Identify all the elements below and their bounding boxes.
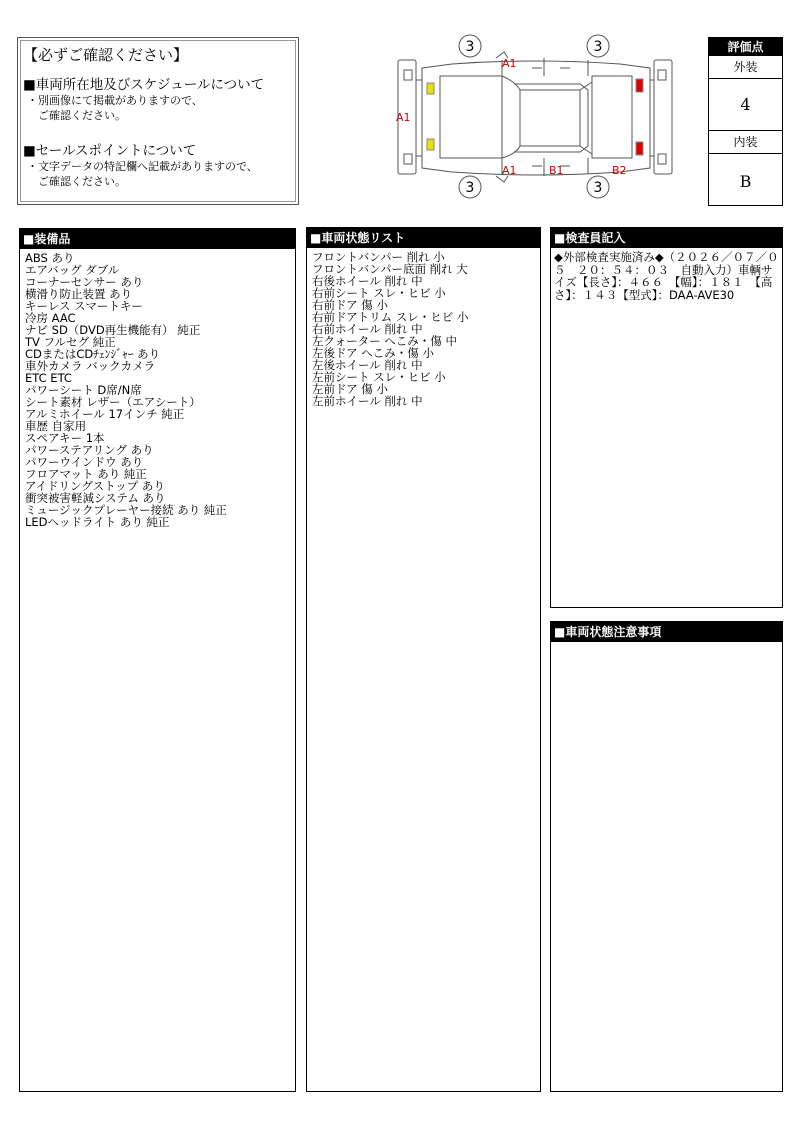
front-light-right bbox=[427, 139, 434, 150]
rear-light-right bbox=[636, 142, 643, 155]
tire-rl-grade: 3 bbox=[593, 39, 603, 55]
list-item: 右前ドアトリム スレ・ヒビ 小 bbox=[312, 311, 469, 323]
list-item: 右後ホイール 削れ 中 bbox=[312, 275, 423, 287]
list-item: フロントバンパー底面 削れ 大 bbox=[312, 263, 468, 275]
list-item: 左前シート スレ・ヒビ 小 bbox=[312, 371, 446, 383]
damage-mark-a1-left: A1 bbox=[396, 111, 411, 124]
list-item: 右前シート スレ・ヒビ 小 bbox=[312, 287, 446, 299]
tire-fr-grade: 3 bbox=[465, 180, 475, 196]
vehicle-status-panel bbox=[306, 227, 541, 1092]
inspector-panel bbox=[550, 227, 783, 608]
interior-label: 内装 bbox=[709, 131, 782, 154]
list-item: 横滑り防止装置 あり bbox=[25, 288, 133, 300]
tire-rr-grade: 3 bbox=[593, 180, 603, 196]
list-item: 右前ホイール 削れ 中 bbox=[312, 323, 423, 335]
list-item: TV フルセグ 純正 bbox=[25, 336, 116, 348]
list-item: 衝突被害軽減システム あり bbox=[25, 492, 166, 504]
notice-box bbox=[17, 37, 299, 205]
front-light-left bbox=[427, 83, 434, 94]
equipment-panel bbox=[19, 228, 296, 1092]
damage-mark-b1-bottom: B1 bbox=[549, 164, 564, 177]
damage-mark-b2-bottom: B2 bbox=[612, 164, 627, 177]
list-item: 左クォーター へこみ・傷 中 bbox=[312, 335, 457, 347]
list-item: 左後ドア へこみ・傷 小 bbox=[312, 347, 434, 359]
list-item: 車歴 自家用 bbox=[25, 420, 87, 432]
list-item: アイドリングストップ あり bbox=[25, 480, 165, 492]
rear-light-left bbox=[636, 79, 643, 92]
notice-location-heading: ■車両所在地及びスケジュールについて bbox=[23, 77, 265, 93]
list-item: ナビ SD（DVD再生機能有） 純正 bbox=[25, 324, 201, 336]
notice-location-body: ・別画像にて掲載がありますので、 ご確認ください。 bbox=[27, 94, 203, 122]
equipment-list bbox=[20, 249, 295, 528]
list-item: フロントバンパー 削れ 小 bbox=[312, 251, 445, 263]
rating-box bbox=[708, 37, 783, 206]
notice-salespoint-body: ・文字データの特記欄へ記載がありますので、 ご確認ください。 bbox=[27, 160, 258, 188]
tire-fl-grade: 3 bbox=[465, 39, 475, 55]
damage-mark-a1-bottom: A1 bbox=[502, 164, 517, 177]
interior-score: B bbox=[739, 172, 752, 191]
list-item: ミュージックプレーヤー接続 あり 純正 bbox=[25, 504, 227, 516]
list-item: 冷房 AAC bbox=[25, 312, 76, 324]
equipment-header: ■装備品 bbox=[20, 229, 295, 249]
condition-notes-header: ■車両状態注意事項 bbox=[551, 622, 782, 642]
vehicle-status-header: ■車両状態リスト bbox=[307, 228, 540, 248]
car-damage-diagram bbox=[392, 30, 680, 204]
list-item: 左後ホイール 削れ 中 bbox=[312, 359, 423, 371]
condition-notes-panel bbox=[550, 621, 783, 1092]
rear-bumper bbox=[654, 60, 672, 174]
list-item: アルミホイール 17インチ 純正 bbox=[25, 408, 185, 420]
list-item: フロアマット あり 純正 bbox=[25, 468, 147, 480]
notice-salespoint-heading: ■セールスポイントについて bbox=[23, 143, 197, 159]
list-item: スペアキー 1本 bbox=[25, 432, 105, 444]
list-item: エアバッグ ダブル bbox=[25, 264, 120, 276]
inspector-text: ◆外部検査実施済み◆（２０２６／０７／０５ ２０：５４：０３ 自動入力）車輌サイズ【長さ】：４６６ 【幅】：１８１ 【高さ】：１４３【型式】：DAA-AVE30 bbox=[554, 250, 779, 302]
list-item: パワーシート D席/N席 bbox=[25, 384, 142, 396]
list-item: キーレス スマートキー bbox=[25, 300, 143, 312]
windshield bbox=[502, 76, 520, 158]
list-item: 左前ホイール 削れ 中 bbox=[312, 395, 423, 407]
inspector-header: ■検査員記入 bbox=[551, 228, 782, 248]
list-item: CDまたはCDﾁｪﾝｼﾞｬｰ あり bbox=[25, 348, 161, 360]
list-item: パワーステアリング あり bbox=[25, 444, 154, 456]
rating-header: 評価点 bbox=[709, 38, 782, 56]
list-item: ETC ETC bbox=[25, 372, 72, 384]
vehicle-status-list bbox=[307, 248, 540, 407]
roof bbox=[520, 90, 580, 146]
list-item: 右前ドア 傷 小 bbox=[312, 299, 388, 311]
list-item: 車外カメラ バックカメラ bbox=[25, 360, 156, 372]
notice-title: 【必ずご確認ください】 bbox=[23, 46, 189, 64]
exterior-label: 外装 bbox=[709, 56, 782, 79]
list-item: 左前ドア 傷 小 bbox=[312, 383, 388, 395]
damage-mark-a1-top: A1 bbox=[502, 57, 517, 70]
list-item: コーナーセンサー あり bbox=[25, 276, 144, 288]
list-item: パワーウインドウ あり bbox=[25, 456, 144, 468]
exterior-score: 4 bbox=[709, 79, 782, 131]
list-item: シート素材 レザー（エアシート） bbox=[25, 396, 201, 408]
list-item: ABS あり bbox=[25, 252, 75, 264]
rear-window bbox=[580, 82, 592, 154]
list-item: LEDヘッドライト あり 純正 bbox=[25, 516, 170, 528]
